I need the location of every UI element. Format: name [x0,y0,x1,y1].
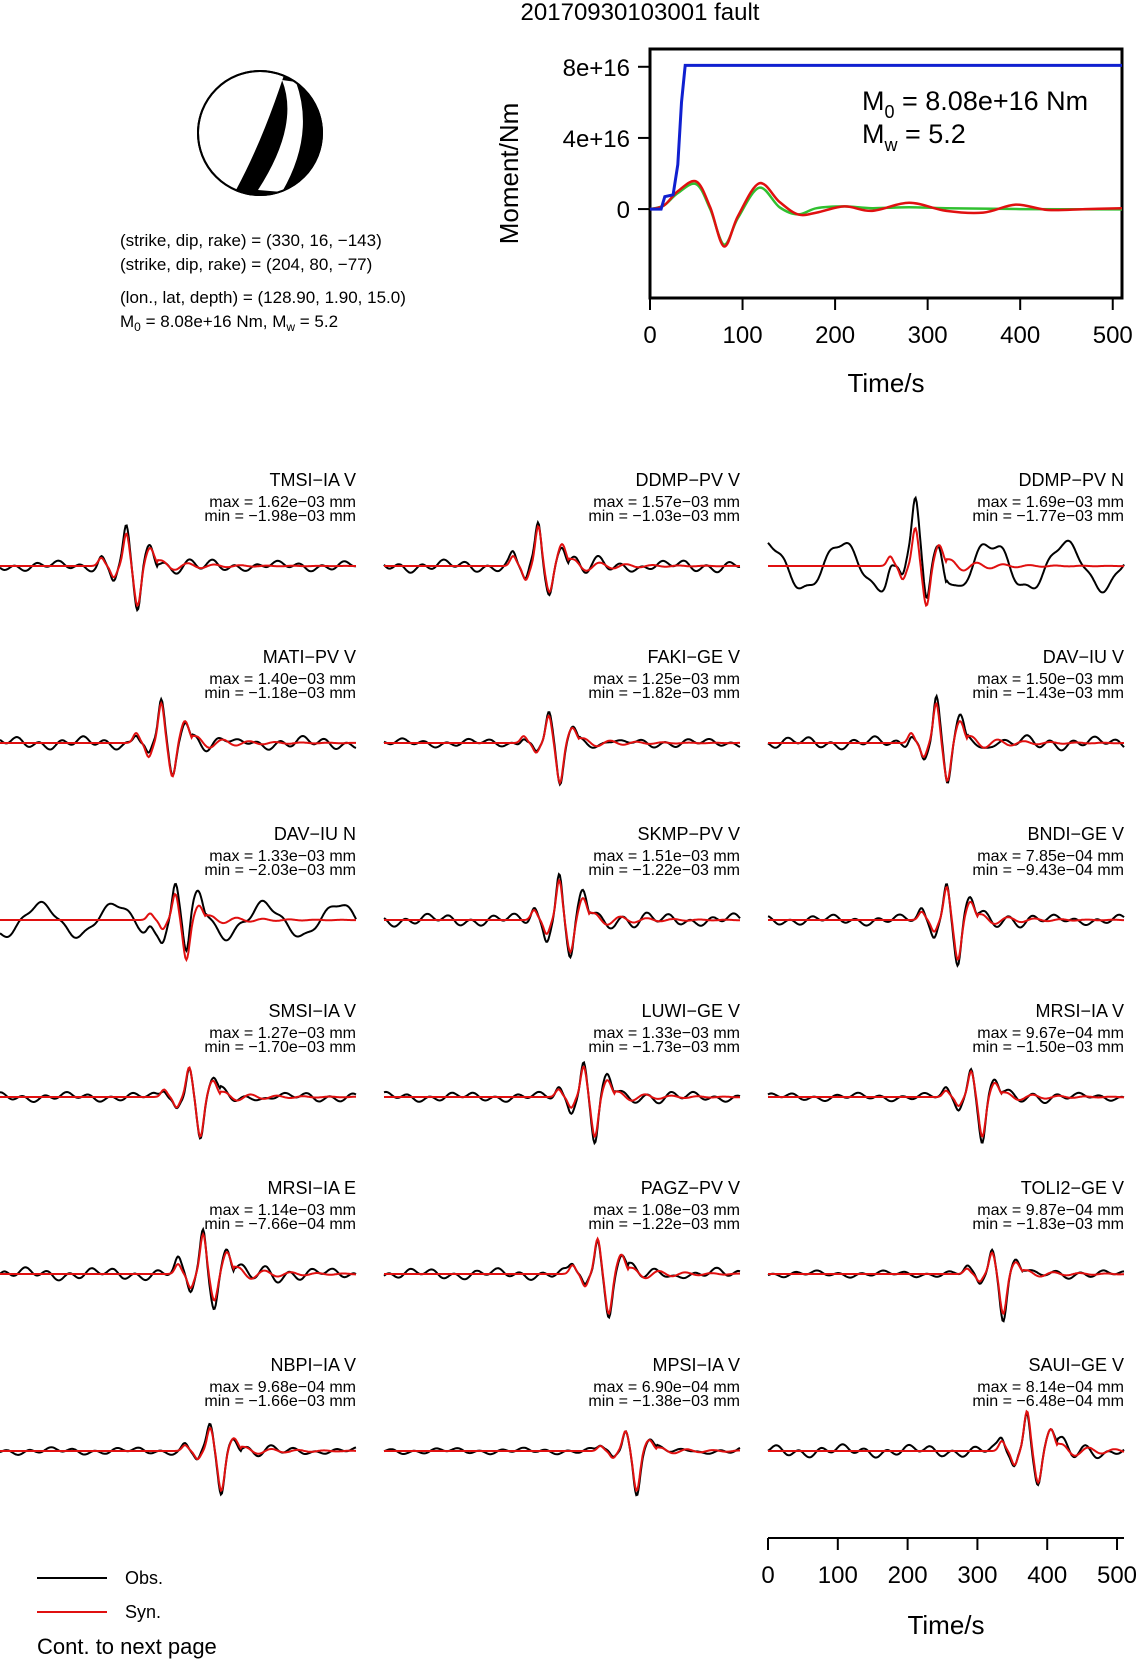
max-amplitude-label: max = 1.69e−03 mm [977,494,1124,511]
x-tick-label: 200 [887,1562,928,1589]
observed-trace [384,874,740,957]
min-amplitude-label: min = −1.38e−03 mm [588,1393,740,1410]
mechanism-line-1: (strike, dip, rake) = (330, 16, −143) [120,231,382,250]
observed-trace [0,1068,356,1138]
max-amplitude-label: max = 1.57e−03 mm [593,494,740,511]
waveform-panel [768,1001,1124,1143]
station-label: TMSI−IA V [269,470,356,490]
observed-trace [768,1413,1124,1485]
waveform-panel [0,1001,356,1138]
max-amplitude-label: max = 9.67e−04 mm [977,1025,1124,1042]
waveform-panel [384,1355,740,1495]
x-tick-label: 400 [1000,322,1041,349]
moment-summary-line: $M_0 = 8.08e+16$ Nm, $M_w = 5.2$ [120,312,339,334]
min-amplitude-label: min = −1.77e−03 mm [972,508,1124,525]
station-label: SAUI−GE V [1028,1355,1124,1375]
waveform-panel [0,1355,356,1495]
station-label: NBPI−IA V [270,1355,356,1375]
min-amplitude-label: min = −1.83e−03 mm [972,1216,1124,1233]
synthetic-trace [768,1253,1124,1314]
synthetic-trace [0,894,356,960]
waveform-panel [384,470,740,595]
min-amplitude-label: min = −1.66e−03 mm [204,1393,356,1410]
synthetic-trace [0,703,356,776]
station-label: BNDI−GE V [1027,824,1124,844]
min-amplitude-label: min = −7.66e−04 mm [204,1216,356,1233]
synthetic-trace [768,887,1124,959]
y-tick-label: 0 [616,197,630,225]
station-label: SMSI−IA V [268,1001,356,1021]
y-tick-label: 4e+16 [562,125,630,153]
waveform-panel [384,1001,740,1143]
station-label: PAGZ−PV V [640,1178,740,1198]
waveform-panel [768,824,1124,966]
observed-trace [384,1063,740,1144]
x-tick-label: 400 [1027,1562,1068,1589]
station-label: DDMP−PV N [1018,470,1124,490]
min-amplitude-label: min = −1.70e−03 mm [204,1039,356,1056]
waveform-panel [768,470,1124,606]
max-amplitude-label: max = 1.33e−03 mm [593,1025,740,1042]
synthetic-trace [768,1071,1124,1136]
synthetic-trace [0,534,356,606]
max-amplitude-label: max = 1.50e−03 mm [977,671,1124,688]
waveform-panel [768,1178,1124,1321]
observed-trace [0,1229,356,1309]
station-label: MRSI−IA V [1035,1001,1124,1021]
y-axis-label: Moment/Nm [494,102,524,245]
observed-trace [0,884,356,951]
x-axis-label: Time/s [847,368,925,398]
legend [37,1568,163,1622]
synthetic-trace [0,1234,356,1300]
max-amplitude-label: max = 1.51e−03 mm [593,848,740,865]
observed-trace [768,1069,1124,1142]
max-amplitude-label: max = 1.25e−03 mm [593,671,740,688]
legend-obs-label: Obs. [125,1568,164,1588]
waveform-panel [0,470,356,610]
max-amplitude-label: max = 1.08e−03 mm [593,1202,740,1219]
max-amplitude-label: max = 7.85e−04 mm [977,848,1124,865]
moment-series-2 [650,181,1122,246]
observed-trace [0,1424,356,1495]
x-tick-label: 500 [1092,322,1133,349]
max-amplitude-label: max = 1.14e−03 mm [209,1202,356,1219]
waveform-grid [0,470,1124,1495]
waveform-panel [0,647,356,776]
x-tick-label: 500 [1096,1562,1138,1589]
station-label: DAV−IU V [1042,647,1124,667]
synthetic-trace [0,1428,356,1491]
observed-trace [384,1431,740,1495]
min-amplitude-label: min = −1.03e−03 mm [588,508,740,525]
max-amplitude-label: max = 8.14e−04 mm [977,1379,1124,1396]
location-line: (lon., lat, depth) = (128.90, 1.90, 15.0) [120,288,406,307]
observed-trace [768,696,1124,782]
max-amplitude-label: max = 1.27e−03 mm [209,1025,356,1042]
synthetic-trace [384,1067,740,1137]
synthetic-trace [384,1431,740,1490]
synthetic-trace [384,526,740,592]
observed-trace [0,699,356,776]
observed-trace [768,884,1124,965]
continuation-note: Cont. to next page [37,1634,217,1659]
synthetic-trace [384,880,740,952]
synthetic-trace [768,704,1124,781]
x-tick-label: 100 [817,1562,858,1589]
station-label: MATI−PV V [262,647,356,667]
x-tick-label: 300 [907,322,948,349]
max-amplitude-label: max = 1.33e−03 mm [209,848,356,865]
waveform-time-axis [761,1538,1137,1640]
waveform-panel [384,1178,740,1318]
moment-series-1 [650,184,1122,245]
mechanism-line-2: (strike, dip, rake) = (204, 80, −77) [120,255,373,274]
legend-syn-label: Syn. [125,1602,162,1622]
min-amplitude-label: min = −1.50e−03 mm [972,1039,1124,1056]
station-label: SKMP−PV V [637,824,740,844]
station-label: DAV−IU N [273,824,356,844]
waveform-panel [768,1355,1124,1485]
min-amplitude-label: min = −1.98e−03 mm [204,508,356,525]
y-tick-label: 8e+16 [562,54,630,82]
min-amplitude-label: min = −2.03e−03 mm [204,862,356,879]
m0-annotation: $M_0 = 8.08e+16$ Nm [862,86,1089,122]
min-amplitude-label: min = −1.18e−03 mm [204,685,356,702]
waveform-panel [384,824,740,957]
x-tick-label: 0 [761,1562,775,1589]
min-amplitude-label: min = −9.43e−04 mm [972,862,1124,879]
station-label: MRSI−IA E [267,1178,356,1198]
synthetic-trace [384,716,740,783]
page-title: 20170930103001 fault [520,0,760,26]
station-label: LUWI−GE V [641,1001,740,1021]
beachball-icon [198,70,323,195]
min-amplitude-label: min = −1.22e−03 mm [588,1216,740,1233]
waveform-panel [384,647,740,784]
observed-trace [768,1250,1124,1321]
x-tick-label: 100 [722,322,763,349]
max-amplitude-label: max = 1.40e−03 mm [209,671,356,688]
mw-annotation: $M_w = 5.2$ [862,119,966,155]
station-label: DDMP−PV V [635,470,740,490]
x-axis-label: Time/s [907,1610,985,1640]
min-amplitude-label: min = −1.22e−03 mm [588,862,740,879]
waveform-panel [768,647,1124,782]
station-label: MPSI−IA V [652,1355,740,1375]
synthetic-trace [0,1068,356,1137]
station-label: TOLI2−GE V [1020,1178,1124,1198]
min-amplitude-label: min = −6.48e−04 mm [972,1393,1124,1410]
observed-trace [384,1240,740,1317]
x-tick-label: 300 [957,1562,998,1589]
x-tick-label: 200 [815,322,856,349]
max-amplitude-label: max = 9.87e−04 mm [977,1202,1124,1219]
x-tick-label: 0 [643,322,657,349]
synthetic-trace [768,528,1124,605]
waveform-panel [0,1178,356,1309]
waveform-panel [0,824,356,960]
station-label: FAKI−GE V [647,647,740,667]
min-amplitude-label: min = −1.82e−03 mm [588,685,740,702]
max-amplitude-label: max = 1.62e−03 mm [209,494,356,511]
min-amplitude-label: min = −1.73e−03 mm [588,1039,740,1056]
max-amplitude-label: max = 6.90e−04 mm [593,1379,740,1396]
max-amplitude-label: max = 9.68e−04 mm [209,1379,356,1396]
moment-function-chart [494,49,1133,398]
min-amplitude-label: min = −1.43e−03 mm [972,685,1124,702]
observed-trace [384,523,740,596]
